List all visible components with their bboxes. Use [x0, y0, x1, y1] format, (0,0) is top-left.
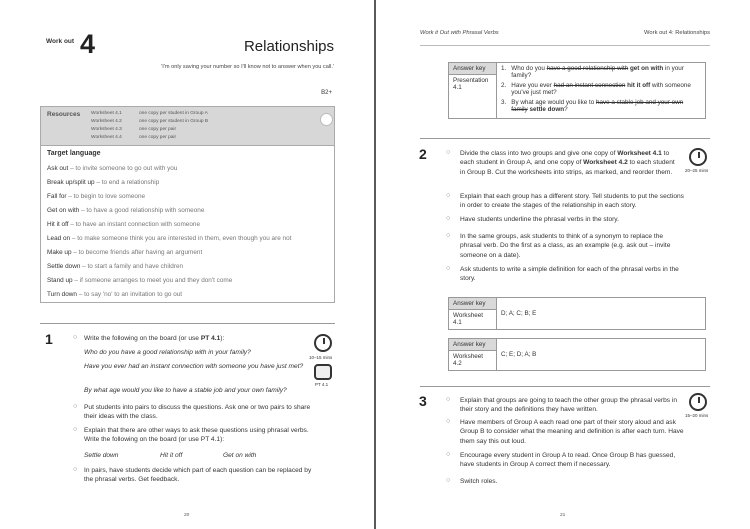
- bullet-icon: ○: [73, 334, 78, 341]
- target-item: Lead on – to make someone think you are interested in them, even though you are not: [47, 235, 292, 242]
- phrasal-verb: Settle down: [84, 452, 119, 459]
- step2-bullet-4: In the same groups, ask students to think of a synonym to replace the phrasal verb. Do the first as a class, as an example (e.g. ask out – invite someone on a date).: [460, 233, 671, 259]
- work-out-label: Work out: [46, 38, 75, 45]
- answer-key-body: [497, 63, 706, 119]
- target-item: Settle down – to start a family and have children: [47, 263, 184, 270]
- bullet-icon: ○: [446, 396, 451, 403]
- target-language-heading: Target language: [47, 150, 101, 157]
- bullet-icon: ○: [446, 192, 451, 199]
- unit-number: 4: [80, 29, 96, 59]
- step2-bullet-3: Have students underline the phrasal verbs in the story.: [460, 216, 619, 223]
- resource-desc: one copy per student in Group A: [139, 111, 208, 116]
- target-item: Stand up – if someone arranges to meet you and they don't come: [47, 277, 233, 284]
- step1-bullet-2: Put students into pairs to discuss the questions. Ask one or two pairs to share their ideas with the class.: [84, 404, 311, 421]
- step-number: 2: [419, 146, 427, 162]
- step-number: 3: [419, 393, 427, 409]
- answer-key-answers: D; A; C; B; E: [497, 298, 706, 330]
- answer-item: 3. By what age would you like to have a stable job and your own family settle down?: [501, 99, 684, 113]
- step-time: 10–15 mins: [309, 355, 333, 360]
- step1-bullet-3: Explain that there are other ways to ask these questions using phrasal verbs. Write the following on the board (or use PT 4.1):: [84, 427, 309, 444]
- bullet-icon: ○: [446, 149, 451, 156]
- step1-bullet-4: In pairs, have students decide which part of each question can be replaced by the phrasal verbs. Get feedback.: [84, 467, 312, 484]
- phrasal-verb: Get on with: [223, 452, 257, 459]
- resources-label: Resources: [47, 111, 81, 118]
- target-item: Get on with – to have a good relationship with someone: [47, 207, 205, 214]
- answer-key-label: Answer key: [449, 298, 497, 310]
- resource-name: Worksheet 4.4: [91, 135, 122, 140]
- resource-desc: one copy per student in Group B: [139, 119, 209, 124]
- clock-icon: [314, 334, 332, 352]
- answer-key-worksheet-4-2: [448, 338, 706, 371]
- bullet-icon: ○: [446, 232, 451, 239]
- phrasal-verb: Hit it off: [160, 452, 183, 459]
- answer-key-answers: C; E; D; A; B: [497, 339, 706, 371]
- step3-bullet-2: Have members of Group A each read one part of their story aloud and ask Group B to consider what the meaning and definition is after each turn. Have them say this out loud.: [460, 419, 684, 445]
- resource-name: Worksheet 4.1: [91, 111, 122, 116]
- bullet-icon: ○: [73, 403, 78, 410]
- step-time: 20–25 mins: [685, 168, 709, 173]
- answer-key-presentation: [448, 62, 706, 119]
- resource-name: Worksheet 4.2: [91, 119, 122, 124]
- step3-bullet-1: Explain that groups are going to teach the other group the phrasal verbs in their story and the definitions they have written.: [460, 397, 678, 414]
- running-header-left: Work it Out with Phrasal Verbs: [420, 30, 499, 36]
- target-item: Break up/split up – to end a relationship: [47, 179, 160, 186]
- step-number: 1: [45, 331, 53, 347]
- bullet-icon: ○: [446, 418, 451, 425]
- bullet-icon: ○: [73, 426, 78, 433]
- step1-intro: Write the following on the board (or use PT 4.1):: [84, 335, 225, 342]
- divider: [420, 386, 710, 387]
- left-page: [0, 0, 374, 529]
- right-page: [376, 0, 750, 529]
- clock-icon: [689, 393, 707, 411]
- bullet-icon: ○: [446, 265, 451, 272]
- bullet-icon: ○: [446, 215, 451, 222]
- running-header-right: Work out 4: Relationships: [644, 30, 710, 36]
- question-1: Who do you have a good relationship with in your family?: [84, 349, 251, 356]
- step2-bullet-1: Divide the class into two groups and give one copy of Worksheet 4.1 to each student in Group A, and one copy of Worksheet 4.2 to each student in Group B. Cut the worksheets into strips, as marked, and reorder them.: [460, 150, 675, 176]
- step-time: 15–20 mins: [685, 413, 709, 418]
- divider: [40, 323, 335, 324]
- resources-box: [40, 106, 335, 146]
- target-language-box: [40, 146, 335, 303]
- target-item: Turn down – to say 'no' to an invitation to go out: [47, 291, 183, 298]
- step3-bullet-4: Switch roles.: [460, 478, 498, 485]
- question-2: Have you ever had an instant connection with someone you have just met?: [84, 363, 304, 370]
- page-number: 20: [184, 513, 190, 518]
- answer-item: 2. Have you ever had an instant connection hit it off with someone you've just met?: [501, 82, 691, 96]
- resource-desc: one copy per pair: [139, 135, 177, 140]
- bullet-icon: ○: [446, 451, 451, 458]
- target-item: Hit it off – to have an instant connection with someone: [47, 221, 200, 228]
- step2-bullet-2: Explain that each group has a different story. Tell students to put the sections in order to create the stages of the relationship in each story.: [460, 193, 684, 210]
- step3-bullet-3: Encourage every student in Group A to read. Once Group B has guessed, have students in Group A correct them if necessary.: [460, 452, 676, 469]
- bullet-icon: ○: [73, 466, 78, 473]
- pt-badge: PT 4.1: [315, 382, 329, 387]
- answer-key-label: Answer key: [449, 63, 497, 75]
- step2-bullet-5: Ask students to write a simple definition for each of the phrasal verbs in the story.: [460, 266, 679, 283]
- answer-key-sub: Worksheet 4.2: [449, 351, 497, 371]
- resource-name: Worksheet 4.3: [91, 127, 122, 132]
- clock-icon: [689, 148, 707, 166]
- target-item: Ask out – to invite someone to go out with you: [47, 165, 178, 172]
- resource-desc: one copy per pair: [139, 127, 177, 132]
- answer-key-worksheet-4-1: [448, 297, 706, 330]
- resource-icon: [320, 113, 333, 126]
- header-rule: [420, 45, 710, 46]
- divider: [420, 138, 710, 139]
- answer-key-sub: Worksheet 4.1: [449, 310, 497, 330]
- question-3: By what age would you like to have a stable job and your own family?: [84, 387, 287, 394]
- level-badge: B2+: [321, 90, 332, 96]
- answer-key-sub: Presentation 4.1: [449, 75, 497, 119]
- quote: 'I'm only saving your number so I'll know not to answer when you call.': [161, 64, 334, 70]
- answer-item: 1. Who do you have a good relationship with get on with in your family?: [501, 65, 684, 79]
- target-item: Make up – to become friends after having an argument: [47, 249, 203, 256]
- page-number: 21: [560, 513, 566, 518]
- answer-key-label: Answer key: [449, 339, 497, 351]
- bullet-icon: ○: [446, 477, 451, 484]
- page-title: Relationships: [243, 38, 334, 55]
- projector-icon: [314, 364, 332, 380]
- target-item: Fall for – to begin to love someone: [47, 193, 146, 200]
